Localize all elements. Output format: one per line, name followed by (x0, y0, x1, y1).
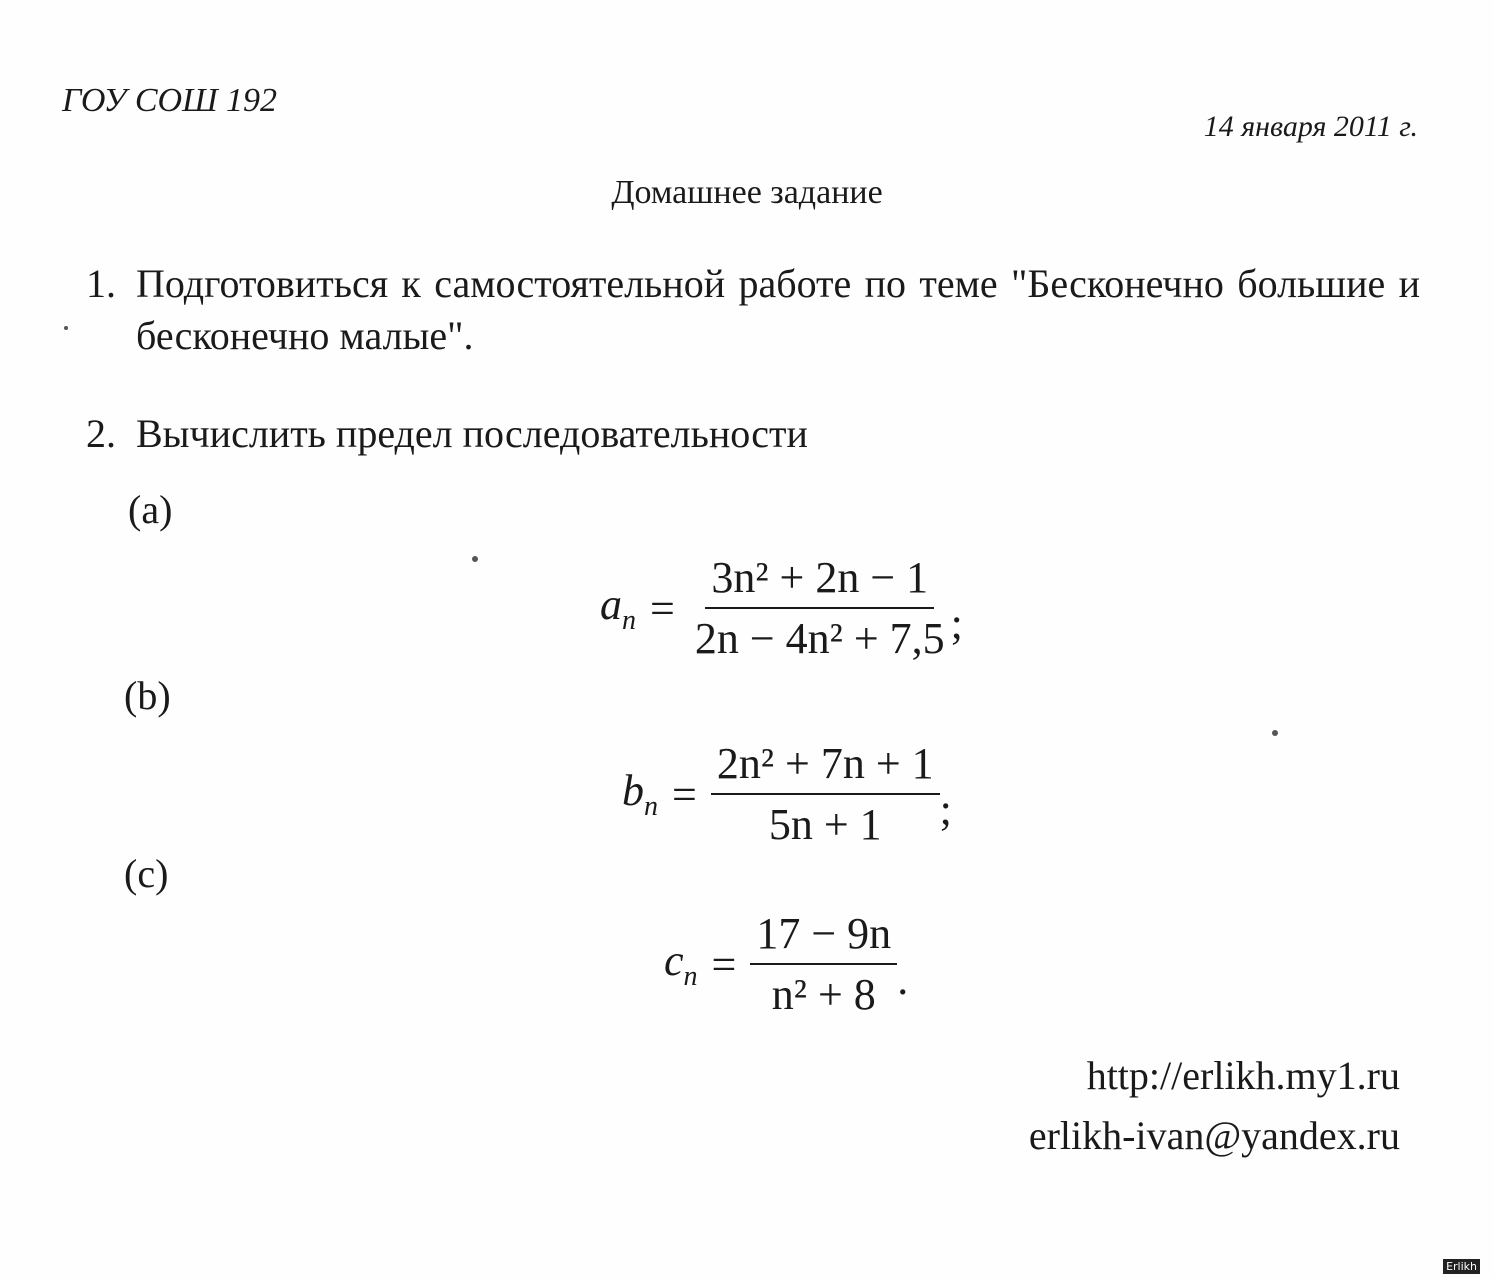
school-name: ГОУ СОШ 192 (62, 82, 278, 119)
fraction (750, 908, 897, 1020)
denominator: 5n + 1 (768, 800, 882, 849)
task-text: Вычислить предел последовательности (136, 411, 808, 456)
scan-speck (1272, 730, 1278, 736)
contact-email: erlikh-ivan@yandex.ru (1028, 1113, 1400, 1158)
formula-b (622, 738, 952, 850)
equals-sign: = (672, 769, 697, 819)
equals-sign: = (711, 939, 737, 989)
formula-a (600, 552, 963, 664)
subtask-label-a: (a) (128, 487, 173, 532)
task-text: Подготовиться к самостоятельной работе по теме "Бесконечно большие и бесконечно малые". (136, 261, 1420, 358)
equals-sign: = (650, 583, 675, 633)
sequence-term: $b_n$ (622, 766, 658, 822)
fraction (711, 738, 940, 850)
contact-url: http://erlikh.my1.ru (1086, 1053, 1400, 1098)
task-number: 2. (86, 411, 116, 456)
numerator: 17 − 9n (750, 908, 897, 965)
subtask-label-b: (b) (124, 673, 171, 718)
scan-speck (472, 556, 478, 562)
denominator: n² + 8 (771, 970, 876, 1019)
numerator: 3n² + 2n − 1 (705, 552, 934, 609)
task-2 (86, 408, 1086, 464)
numerator: 2n² + 7n + 1 (711, 738, 940, 795)
scan-speck (64, 326, 68, 330)
sequence-term: $c_n$ (664, 936, 698, 992)
denominator: 2n − 4n² + 7,5 (694, 614, 945, 663)
sequence-term: $a_n$ (600, 580, 636, 636)
watermark: Erlikh (1443, 1259, 1480, 1274)
document-date: 14 января 2011 г. (1203, 110, 1418, 143)
punctuation: ; (950, 598, 963, 648)
subtask-label-c: (c) (124, 851, 169, 896)
punctuation: ; (939, 784, 952, 834)
formula-c (664, 908, 908, 1020)
page-title: Домашнее задание (611, 174, 883, 211)
punctuation: . (897, 954, 909, 1004)
task-number: 1. (86, 261, 116, 306)
task-1 (86, 258, 1426, 378)
fraction (689, 552, 951, 664)
